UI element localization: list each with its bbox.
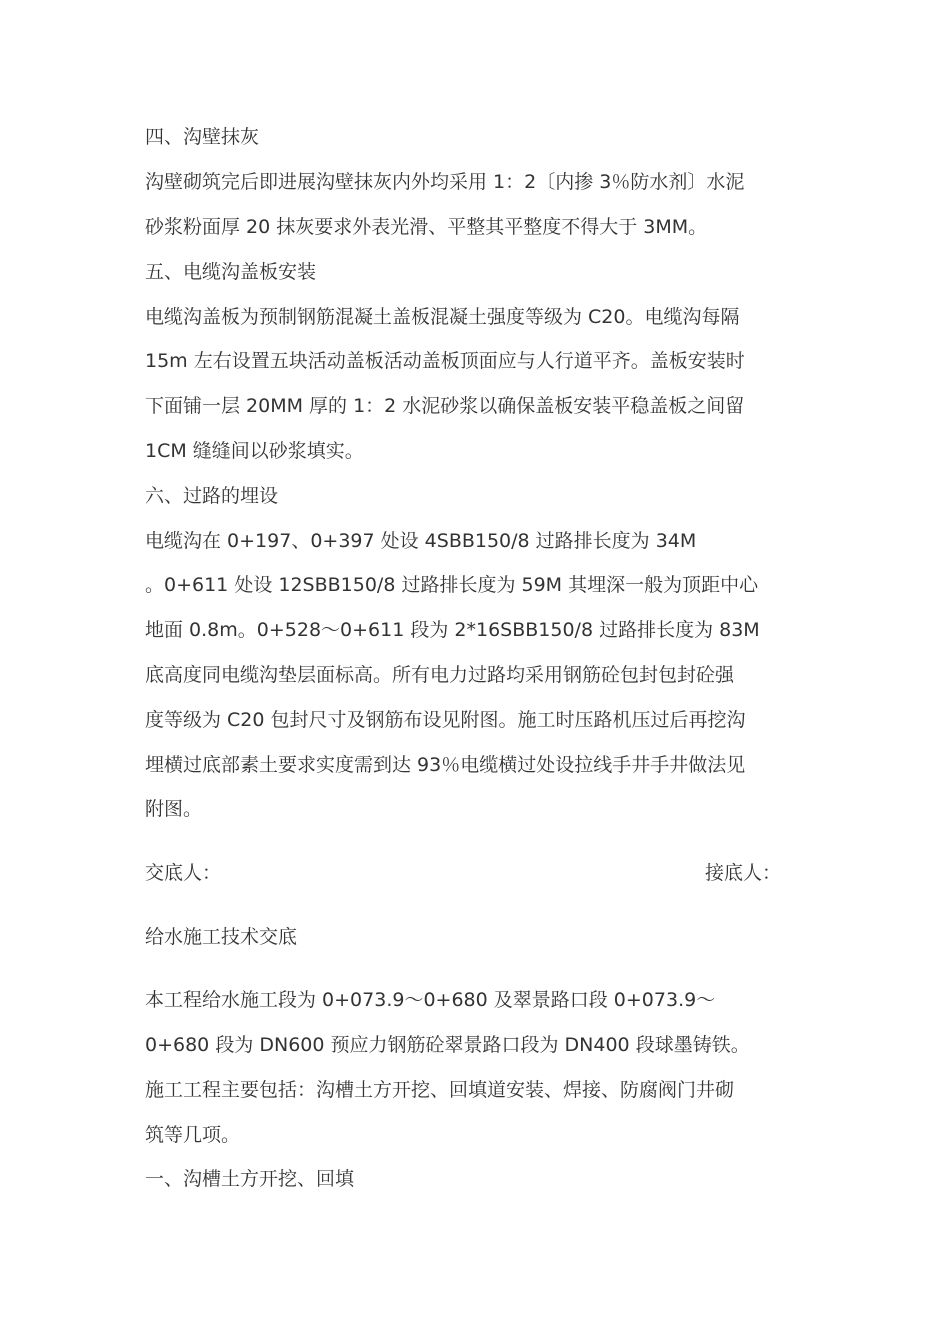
paragraph-line: 地面 0.8m。0+528～0+611 段为 2*16SBB150/8 过路排长度为 83M [145, 619, 760, 641]
paragraph-line: 施工工程主要包括：沟槽土方开挖、回填道安装、焊接、防腐阀门井砌 [145, 1079, 735, 1101]
signature-receiver: 接底人： [705, 862, 782, 884]
paragraph-line: 沟壁砌筑完后即进展沟壁抹灰内外均采用 1：2〔内掺 3％防水剂〕水泥 [145, 171, 745, 193]
section-heading-5: 五、电缆沟盖板安装 [145, 261, 317, 283]
paragraph-line: 度等级为 C20 包封尺寸及钢筋布设见附图。施工时压路机压过后再挖沟 [145, 709, 746, 731]
section-heading-6: 六、过路的埋设 [145, 485, 279, 507]
paragraph-line: 本工程给水施工段为 0+073.9～0+680 及翠景路口段 0+073.9～ [145, 989, 716, 1011]
paragraph-line: 砂浆粉面厚 20 抹灰要求外表光滑、平整其平整度不得大于 3MM。 [145, 216, 708, 238]
paragraph-line: 附图。 [145, 798, 203, 820]
paragraph-line: 。0+611 处设 12SBB150/8 过路排长度为 59M 其埋深一般为顶距中心 [145, 574, 759, 596]
paragraph-line: 筑等几项。 [145, 1124, 241, 1146]
paragraph-line: 0+680 段为 DN600 预应力钢筋砼翠景路口段为 DN400 段球墨铸铁。 [145, 1034, 750, 1056]
paragraph-line: 电缆沟在 0+197、0+397 处设 4SBB150/8 过路排长度为 34M [145, 530, 697, 552]
paragraph-line: 下面铺一层 20MM 厚的 1：2 水泥砂浆以确保盖板安装平稳盖板之间留 [145, 395, 745, 417]
paragraph-line: 底高度同电缆沟垫层面标高。所有电力过路均采用钢筋砼包封包封砼强 [145, 664, 735, 686]
section-heading-4: 四、沟壁抹灰 [145, 126, 260, 148]
water-section-heading-1: 一、沟槽土方开挖、回填 [145, 1168, 355, 1190]
signature-handover: 交底人： [145, 862, 222, 884]
paragraph-line: 15m 左右设置五块活动盖板活动盖板顶面应与人行道平齐。盖板安装时 [145, 350, 745, 372]
paragraph-line: 电缆沟盖板为预制钢筋混凝土盖板混凝土强度等级为 C20。电缆沟每隔 [145, 306, 740, 328]
water-section-title: 给水施工技术交底 [145, 926, 298, 948]
paragraph-line: 埋横过底部素土要求实度需到达 93％电缆横过处设拉线手井手井做法见 [145, 754, 746, 776]
paragraph-line: 1CM 缝缝间以砂浆填实。 [145, 440, 364, 462]
